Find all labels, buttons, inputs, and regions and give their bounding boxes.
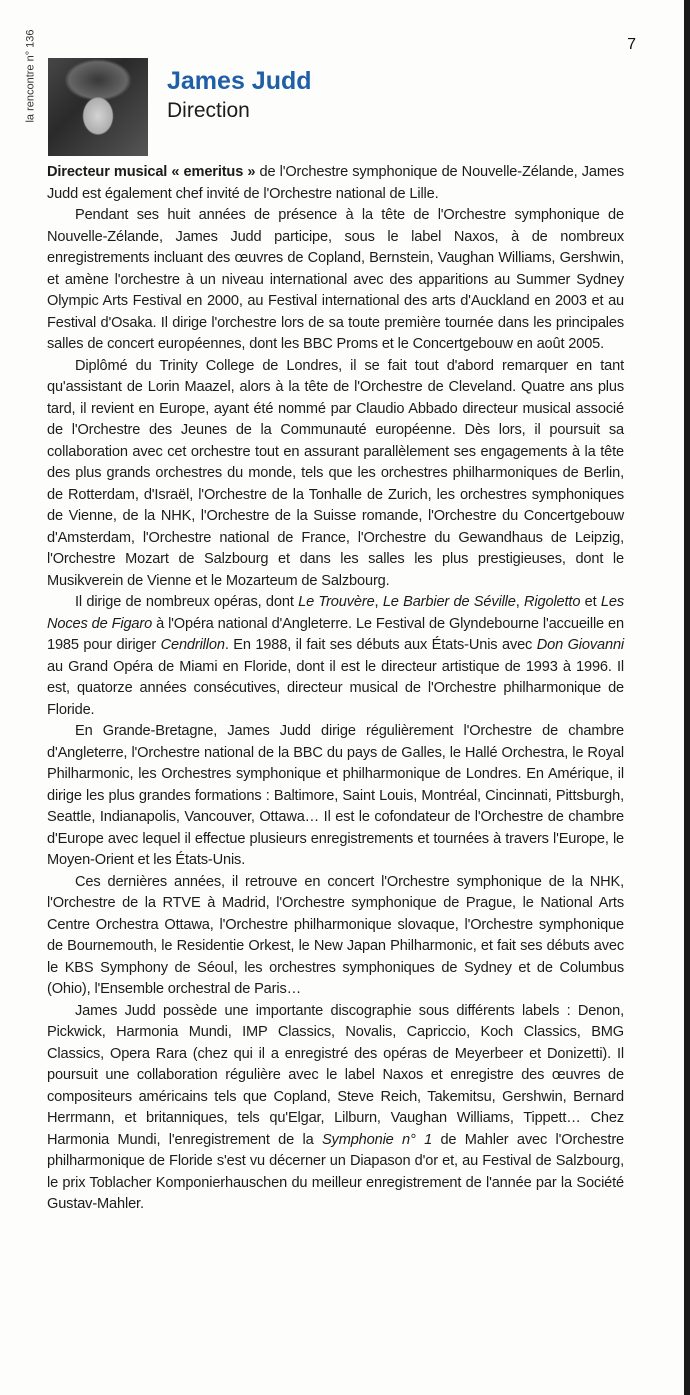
- paragraph-4: [47, 592, 624, 721]
- opera-title-barbier: Le Barbier de Séville: [382, 594, 516, 610]
- p4-text-a: Il dirige de nombreux opéras, dont: [75, 594, 299, 610]
- opera-title-don-giovanni: Don Giovanni: [536, 637, 625, 653]
- artist-portrait: [48, 58, 148, 156]
- artist-header: [48, 58, 312, 156]
- p7-text-b: de Mahler avec l'Orchestre philharmonique de Floride s'est vu décerner un Diapason d'or et, au Festival de Salzbourg, le prix Toblacher Komponierhauschen du meilleur enregistrement de l'année par la Société Gustav-Mahler.: [47, 1131, 625, 1212]
- artist-role: Direction: [167, 99, 250, 122]
- side-note: la rencontre n° 136: [24, 29, 37, 123]
- p4-text-f: . En 1988, il fait ses débuts aux États-Unis avec: [224, 637, 537, 653]
- p4-text-d: et: [580, 594, 601, 610]
- opera-title-cendrillon: Cendrillon: [160, 637, 225, 653]
- paragraph-1-text: de l'Orchestre symphonique de Nouvelle-Zélande, James Judd est également chef invité de l'Orchestre national de Lille.: [47, 164, 624, 202]
- paragraph-1: [47, 162, 624, 205]
- paragraph-5: En Grande-Bretagne, James Judd dirige régulièrement l'Orchestre de chambre d'Angleterre, l'Orchestre national de la BBC du pays de Galles, le Hallé Orchestra, le Royal Philharmonic, les Orchestres symphonique et philharmonique de Londres. En Amérique, il dirige les plus grandes formations : Baltimore, Saint Louis, Montréal, Cincinnati, Pittsburgh, Seattle, Indianapolis, Vancouver, Ottawa… Il est le cofondateur de l'Orchestre de chambre d'Europe avec lequel il effectue plusieurs enregistrements et tournées à travers l'Europe, le Moyen-Orient et les États-Unis.: [47, 723, 624, 868]
- p7-text-a: James Judd possède une importante discographie sous différents labels : Denon, Pickwick, Harmonia Mundi, IMP Classics, Novalis, Capriccio, Koch Classics, BMG Classics, Opera Rara (chez qui il a enregistré des opéras de Meyerbeer et Donizetti). Il poursuit une collaboration régulière avec le label Naxos et enregistre des œuvres de compositeurs américains tels que Copland, Steve Reich, Takemitsu, Gershwin, Bernard Herrmann, et britanniques, tels qu'Elgar, Lilburn, Vaughan Williams, Tippett… Chez Harmonia Mundi, l'enregistrement de la: [47, 1002, 624, 1148]
- paragraph-3: Diplômé du Trinity College de Londres, il se fait tout d'abord remarquer en tant qu'assistant de Lorin Maazel, alors à la tête de l'Orchestre de Cleveland. Quatre ans plus tard, il revient en Europe, ayant été nommé par Claudio Abbado directeur musical associé de l'Orchestre des Jeunes de la Communauté européenne. Dès lors, il poursuit sa collaboration avec cet orchestre tout en assurant parallèlement ses engagements à la tête des plus grands orchestres du monde, tels que les orchestres philharmoniques de Berlin, de Rotterdam, d'Israël, l'Orchestre de la Tonhalle de Zurich, les orchestres symphoniques de Vienne, de la NHK, l'Orchestre de la Suisse romande, l'Orchestre du Concertgebouw d'Amsterdam, l'Orchestre national de France, l'Orchestre du Gewandhaus de Leipzig, l'Orchestre Mozart de Salzbourg et dans les salles les plus prestigieuses, dont le Musikverein de Vienne et le Mozarteum de Salzbourg.: [47, 357, 624, 589]
- paragraph-7: [47, 1001, 624, 1216]
- artist-name: James Judd: [167, 67, 312, 95]
- p4-text-e: à l'Opéra national d'Angleterre. Le Festival de Glyndebourne l'accueille en 1985 pour diriger: [47, 615, 624, 653]
- paragraph-6: Ces dernières années, il retrouve en concert l'Orchestre symphonique de la NHK, l'Orchestre de la RTVE à Madrid, l'Orchestre symphonique de Prague, le National Arts Centre Orchestra Ottawa, l'Orchestre philharmonique slovaque, l'Orchestre symphonique de Bournemouth, le Residentie Orkest, le New Japan Philharmonic, et fait ses débuts avec le KBS Symphony de Séoul, les orchestres symphoniques de Sydney et de Columbus (Ohio), l'Ensemble orchestral de Paris…: [47, 873, 624, 997]
- artist-heading: [167, 66, 312, 124]
- paragraph-2: Pendant ses huit années de présence à la tête de l'Orchestre symphonique de Nouvelle-Zélande, James Judd participe, sous le label Naxos, à de nombreux enregistrements incluant des œuvres de Copland, Bernstein, Vaughan Williams, Gershwin, et amène l'orchestre à un niveau international avec des apparitions au Summer Sydney Olympic Arts Festival en 2000, au Festival international des arts d'Auckland en 2003 et au Festival d'Osaka. Il dirige l'orchestre lors de sa toute première tournée dans les principales salles de concert européennes, dont les BBC Proms et le Concertgebouw en août 2005.: [47, 207, 624, 352]
- scan-edge: [684, 0, 690, 1395]
- biography: [47, 162, 624, 1216]
- lead-bold: Directeur musical « emeritus »: [47, 164, 256, 180]
- opera-title-noces: Les Noces de Figaro: [47, 594, 624, 632]
- opera-title-rigoletto: Rigoletto: [524, 594, 581, 610]
- work-title-symphonie: Symphonie n° 1: [321, 1131, 433, 1148]
- p4-text-c: ,: [515, 594, 525, 610]
- p4-text-b: ,: [374, 594, 383, 610]
- p4-text-g: au Grand Opéra de Miami en Floride, dont il est le directeur artistique de 1993 à 1996. Il est, quatorze années consécutives, directeur musical de l'Orchestre philharmonique de Floride.: [47, 658, 624, 718]
- opera-title-trouvere: Le Trouvère: [298, 594, 375, 610]
- page-number: 7: [627, 36, 636, 53]
